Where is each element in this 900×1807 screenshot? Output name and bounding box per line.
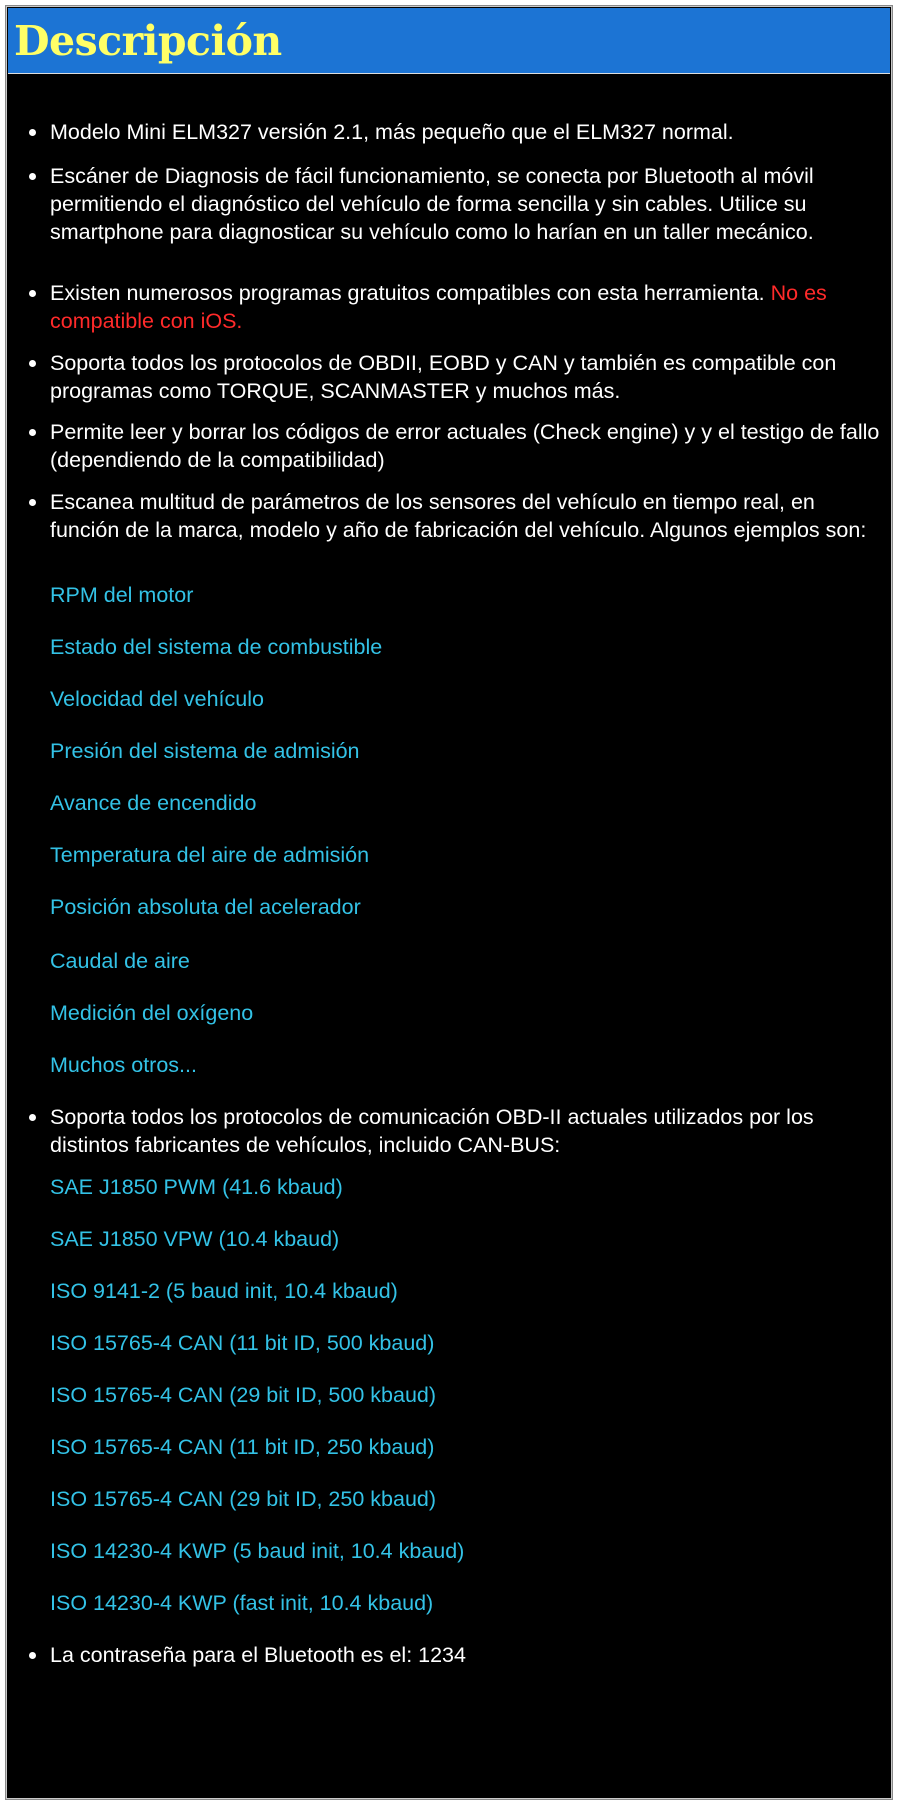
bullet-icon bbox=[29, 499, 36, 506]
list-item bbox=[6, 488, 892, 544]
protocol-item: ISO 15765-4 CAN (11 bit ID, 250 kbaud) bbox=[50, 1435, 435, 1459]
description-content bbox=[6, 76, 892, 1799]
sensor-example: Posición absoluta del acelerador bbox=[50, 895, 361, 919]
ios-warning: No es compatible con iOS. bbox=[50, 281, 827, 333]
list-item bbox=[6, 1103, 892, 1159]
bullet-icon bbox=[29, 129, 36, 136]
list-item bbox=[6, 118, 744, 146]
sensor-example: Temperatura del aire de admisión bbox=[50, 843, 370, 867]
bullet-icon bbox=[29, 1114, 36, 1121]
sensor-example: Avance de encendido bbox=[50, 791, 257, 815]
item-text: Soporta todos los protocolos de OBDII, EOBD y CAN y también es compatible con programas como TORQUE, SCANMASTER y muchos más. bbox=[50, 351, 837, 403]
protocol-item: SAE J1850 VPW (10.4 kbaud) bbox=[50, 1227, 340, 1251]
sensor-example: Velocidad del vehículo bbox=[50, 687, 264, 711]
list-item bbox=[6, 1641, 476, 1669]
protocol-item: ISO 15765-4 CAN (29 bit ID, 500 kbaud) bbox=[50, 1383, 437, 1407]
list-item bbox=[6, 349, 892, 405]
item-text: Escanea multitud de parámetros de los sensores del vehículo en tiempo real, en función de la marca, modelo y año de fabricación del vehículo. Algunos ejemplos son: bbox=[50, 490, 867, 542]
sensor-example: Estado del sistema de combustible bbox=[50, 635, 383, 659]
list-item bbox=[6, 162, 892, 246]
sensor-example: Presión del sistema de admisión bbox=[50, 739, 360, 763]
item-text: Permite leer y borrar los códigos de error actuales (Check engine) y y el testigo de fallo (dependiendo de la compatibilidad) bbox=[50, 420, 880, 472]
protocol-item: ISO 15765-4 CAN (29 bit ID, 250 kbaud) bbox=[50, 1487, 437, 1511]
description-panel bbox=[5, 5, 893, 1800]
item-text: Escáner de Diagnosis de fácil funcionamiento, se conecta por Bluetooth al móvil permitiendo el diagnóstico del vehículo de forma sencilla y sin cables. Utilice su smartphone para diagnosticar su vehículo como lo harían en un taller mecánico. bbox=[50, 164, 814, 244]
sensor-example: RPM del motor bbox=[50, 583, 194, 607]
bullet-icon bbox=[29, 1652, 36, 1659]
protocol-item: SAE J1850 PWM (41.6 kbaud) bbox=[50, 1175, 343, 1199]
bullet-icon bbox=[29, 360, 36, 367]
item-text: Soporta todos los protocolos de comunicación OBD-II actuales utilizados por los distintos fabricantes de vehículos, incluido CAN-BUS: bbox=[50, 1105, 814, 1157]
bullet-icon bbox=[29, 429, 36, 436]
sensor-example: Muchos otros... bbox=[50, 1053, 197, 1077]
sensor-example: Caudal de aire bbox=[50, 949, 190, 973]
protocol-item: ISO 14230-4 KWP (5 baud init, 10.4 kbaud) bbox=[50, 1539, 465, 1563]
item-text: Modelo Mini ELM327 versión 2.1, más pequeño que el ELM327 normal. bbox=[50, 120, 734, 144]
protocol-item: ISO 15765-4 CAN (11 bit ID, 500 kbaud) bbox=[50, 1331, 435, 1355]
bullet-icon bbox=[29, 290, 36, 297]
list-item bbox=[6, 418, 892, 474]
item-text: Existen numerosos programas gratuitos compatibles con esta herramienta. bbox=[50, 281, 765, 305]
list-item bbox=[6, 279, 892, 335]
bullet-icon bbox=[29, 173, 36, 180]
protocol-item: ISO 9141-2 (5 baud init, 10.4 kbaud) bbox=[50, 1279, 398, 1303]
page-title: Descripción bbox=[14, 17, 282, 65]
sensor-example: Medición del oxígeno bbox=[50, 1001, 254, 1025]
item-text: La contraseña para el Bluetooth es el: 1234 bbox=[50, 1643, 466, 1667]
protocol-item: ISO 14230-4 KWP (fast init, 10.4 kbaud) bbox=[50, 1591, 434, 1615]
panel-header bbox=[8, 8, 890, 74]
